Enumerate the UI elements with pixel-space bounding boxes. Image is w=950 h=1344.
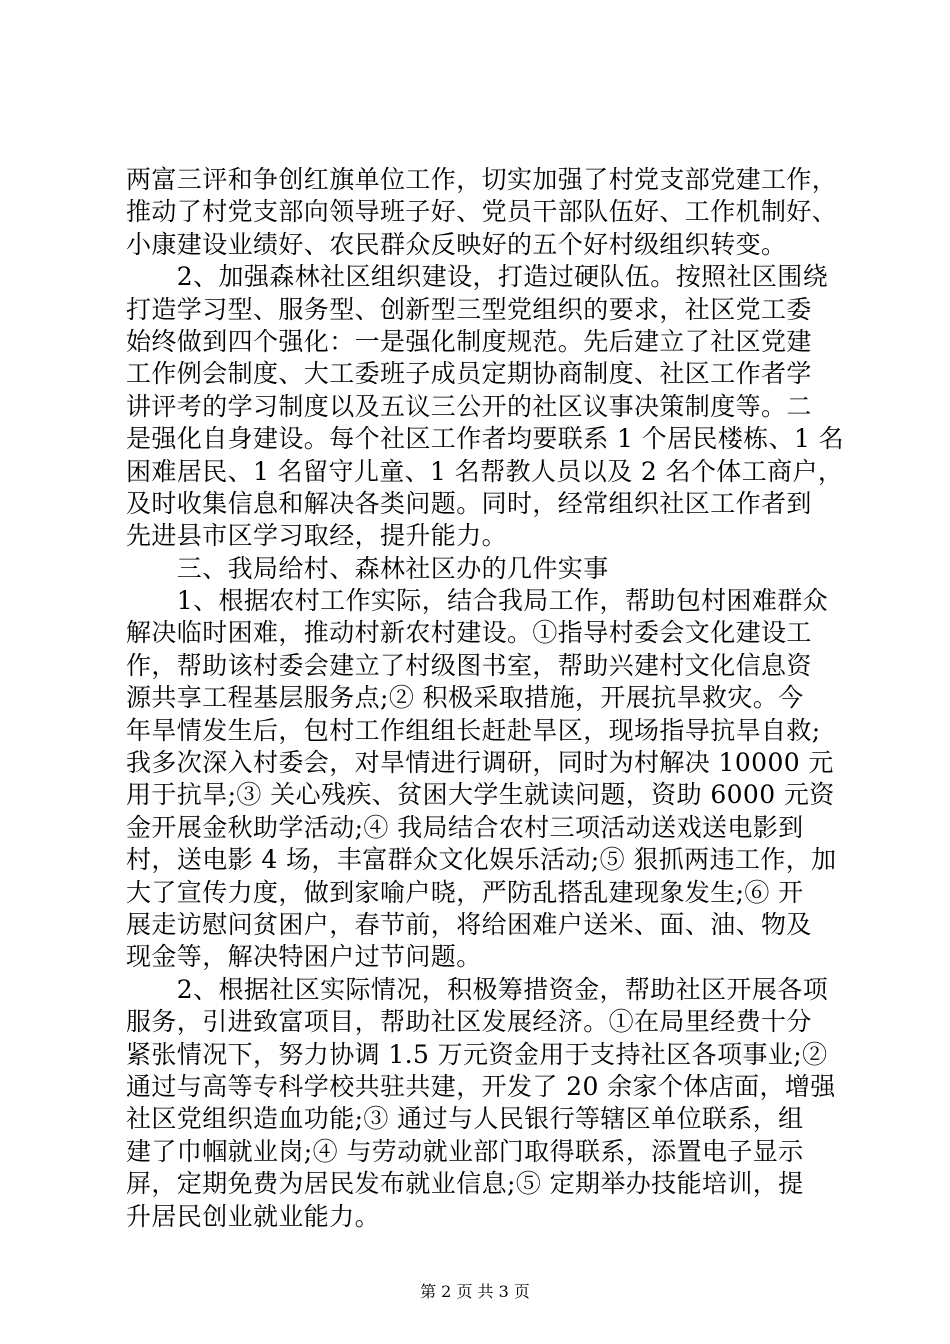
text-line: 及时收集信息和解决各类问题。同时，经常组织社区工作者到 (126, 488, 812, 518)
text-line: 大了宣传力度，做到家喻户晓，严防乱搭乱建现象发生;⑥ 开 (126, 877, 804, 907)
text-line: 村，送电影 4 场，丰富群众文化娱乐活动;⑤ 狠抓两违工作，加 (126, 845, 837, 875)
text-line: 小康建设业绩好、农民群众反映好的五个好村级组织转变。 (126, 229, 787, 259)
text-line: 2、加强森林社区组织建设，打造过硬队伍。按照社区围绕 (126, 262, 829, 292)
text-line: 三、我局给村、森林社区办的几件实事 (126, 553, 609, 583)
text-line: 建了巾帼就业岗;④ 与劳动就业部门取得联系，添置电子显示 (126, 1136, 804, 1166)
text-line: 源共享工程基层服务点;② 积极采取措施，开展抗旱救灾。今 (126, 683, 804, 713)
text-line: 始终做到四个强化：一是强化制度规范。先后建立了社区党建 (126, 326, 812, 356)
text-line: 通过与高等专科学校共驻共建，开发了 20 余家个体店面，增强 (126, 1071, 836, 1101)
text-line: 现金等，解决特困户过节问题。 (126, 942, 482, 972)
text-line: 用于抗旱;③ 关心残疾、贫困大学生就读问题，资助 6000 元资 (126, 780, 835, 810)
text-line: 1、根据农村工作实际，结合我局工作，帮助包村困难群众 (126, 586, 829, 616)
text-line: 打造学习型、服务型、创新型三型党组织的要求，社区党工委 (126, 294, 812, 324)
text-line: 解决临时困难，推动村新农村建设。①指导村委会文化建设工 (126, 618, 812, 648)
text-line: 推动了村党支部向领导班子好、党员干部队伍好、工作机制好、 (126, 197, 838, 227)
page-footer: 第 2 页 共 3 页 (420, 1282, 530, 1301)
text-line: 升居民创业就业能力。 (126, 1201, 381, 1231)
text-line: 2、根据社区实际情况，积极筹措资金，帮助社区开展各项 (126, 974, 829, 1004)
document-body (126, 164, 845, 1233)
text-line: 是强化自身建设。每个社区工作者均要联系 1 个居民楼栋、1 名 (126, 424, 845, 454)
text-line: 紧张情况下，努力协调 1.5 万元资金用于支持社区各项事业;② (126, 1039, 828, 1069)
text-line: 讲评考的学习制度以及五议三公开的社区议事决策制度等。二 (126, 391, 812, 421)
text-line: 我多次深入村委会，对旱情进行调研，同时为村解决 10000 元 (126, 748, 834, 778)
text-line: 困难居民、1 名留守儿童、1 名帮教人员以及 2 名个体工商户， (126, 456, 844, 486)
text-line: 展走访慰问贫困户，春节前，将给困难户送米、面、油、物及 (126, 909, 812, 939)
text-line: 工作例会制度、大工委班子成员定期协商制度、社区工作者学 (126, 359, 812, 389)
text-line: 先进县市区学习取经，提升能力。 (126, 521, 508, 551)
text-line: 服务，引进致富项目，帮助社区发展经济。①在局里经费十分 (126, 1007, 812, 1037)
text-line: 两富三评和争创红旗单位工作，切实加强了村党支部党建工作， (126, 165, 838, 194)
text-line: 金开展金秋助学活动;④ 我局结合农村三项活动送戏送电影到 (126, 812, 804, 842)
text-line: 社区党组织造血功能;③ 通过与人民银行等辖区单位联系，组 (126, 1104, 804, 1134)
text-line: 作，帮助该村委会建立了村级图书室，帮助兴建村文化信息资 (126, 650, 812, 680)
text-line: 年旱情发生后，包村工作组组长赶赴旱区，现场指导抗旱自救; (126, 715, 821, 745)
text-line: 屏，定期免费为居民发布就业信息;⑤ 定期举办技能培训，提 (126, 1169, 804, 1199)
